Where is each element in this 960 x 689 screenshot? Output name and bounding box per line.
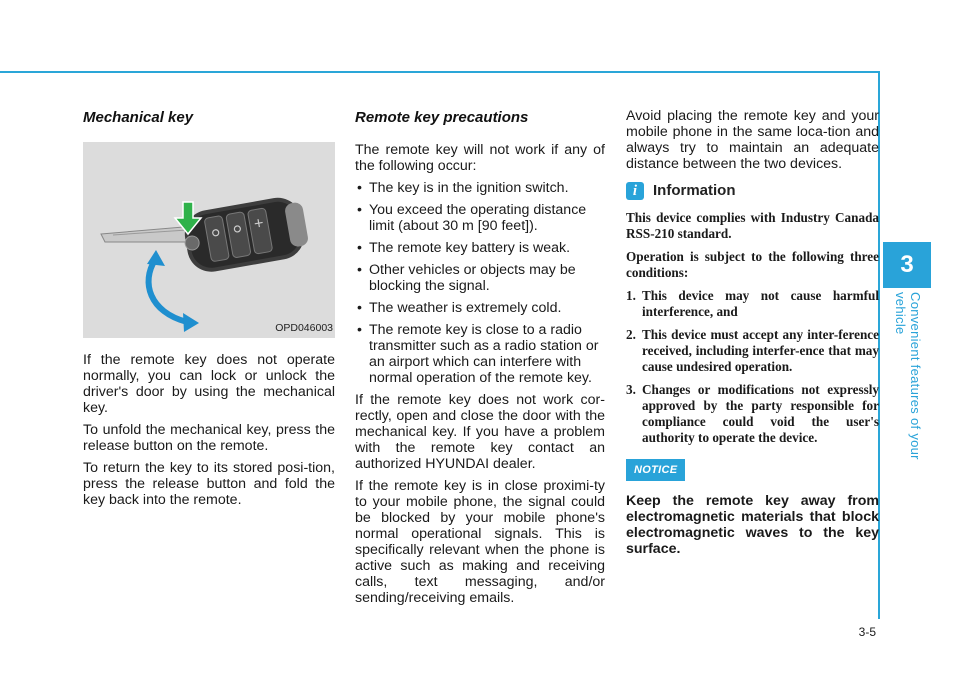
list-number: 2. [626,327,636,342]
key-blade [101,226,195,242]
chapter-number-tab: 3 [883,242,931,288]
list-number: 3. [626,382,636,397]
remote-precautions-heading: Remote key precautions [355,109,529,126]
remote-key-illustration [83,142,335,338]
list-item: • The weather is extremely cold. [355,300,605,316]
paragraph: If the remote key is in close proximi-ty to your mobile phone, the signal could be blocked by your mobile phone's normal operational signals. This is specifically relevant when the phone is active such as making and receiving calls, text messaging, and/or sending/receiving emails. [355,478,605,606]
list-item: • The remote key battery is weak. [355,240,605,256]
remote-key-figure [83,142,335,338]
information-body [626,210,879,446]
info-icon: i [626,182,644,200]
list-number: 1. [626,288,636,303]
list-item [626,382,879,446]
list-item: • The remote key is close to a radio transmitter such as a radio station or an airport which can interfere with normal operation of the remote key. [355,322,605,386]
list-text: Changes or modifications not expressly approved by the party responsible for compliance could void the user's authority to operate the device. [642,382,879,445]
unfold-arrow-icon [149,260,187,322]
list-text: This device may not cause harmful interference, and [642,288,879,319]
paragraph: This device complies with Industry Canada RSS-210 standard. [626,210,879,241]
paragraph: To return the key to its stored posi-tion, press the release button and fold the key back into the remote. [83,460,335,508]
paragraph: If the remote key does not operate normally, you can lock or unlock the driver's door by using the mechanical key. [83,352,335,416]
list-item: • You exceed the operating distance limit (about 30 m [90 feet]). [355,202,605,234]
column-remote-key-precautions [355,108,605,612]
list-item [626,288,879,320]
column-information [626,108,879,557]
paragraph: To unfold the mechanical key, press the release button on the remote. [83,422,335,454]
list-item [626,327,879,375]
header-rule [0,71,880,73]
list-item: • Other vehicles or objects may be blocking the signal. [355,262,605,294]
paragraph: The remote key will not work if any of the following occur: [355,142,605,174]
column-mechanical-key [83,108,335,514]
mechanical-key-heading: Mechanical key [83,109,194,126]
chapter-title: Convenient features of your vehicle [893,292,923,460]
information-heading [626,182,879,200]
list-text: This device must accept any inter-ference received, including interfer-ence that may cause undesired operation. [642,327,879,374]
figure-caption: OPD046003 [275,322,333,334]
paragraph: If the remote key does not work cor-rectly, open and close the door with the mechanical key. If you have a problem with the remote key contact an authorized HYUNDAI dealer. [355,392,605,472]
notice-text: Keep the remote key away from electromagnetic materials that block electromagnetic waves to the key surface. [626,493,879,557]
paragraph: Operation is subject to the following three conditions: [626,249,879,280]
paragraph: Avoid placing the remote key and your mobile phone in the same loca-tion and always try to maintain an adequate distance between the two devices. [626,108,879,172]
notice-badge: NOTICE [626,459,685,481]
information-title: Information [653,182,736,199]
list-item: • The key is in the ignition switch. [355,180,605,196]
precautions-list [355,180,605,386]
conditions-list [626,288,879,446]
page-number: 3-5 [858,625,876,639]
